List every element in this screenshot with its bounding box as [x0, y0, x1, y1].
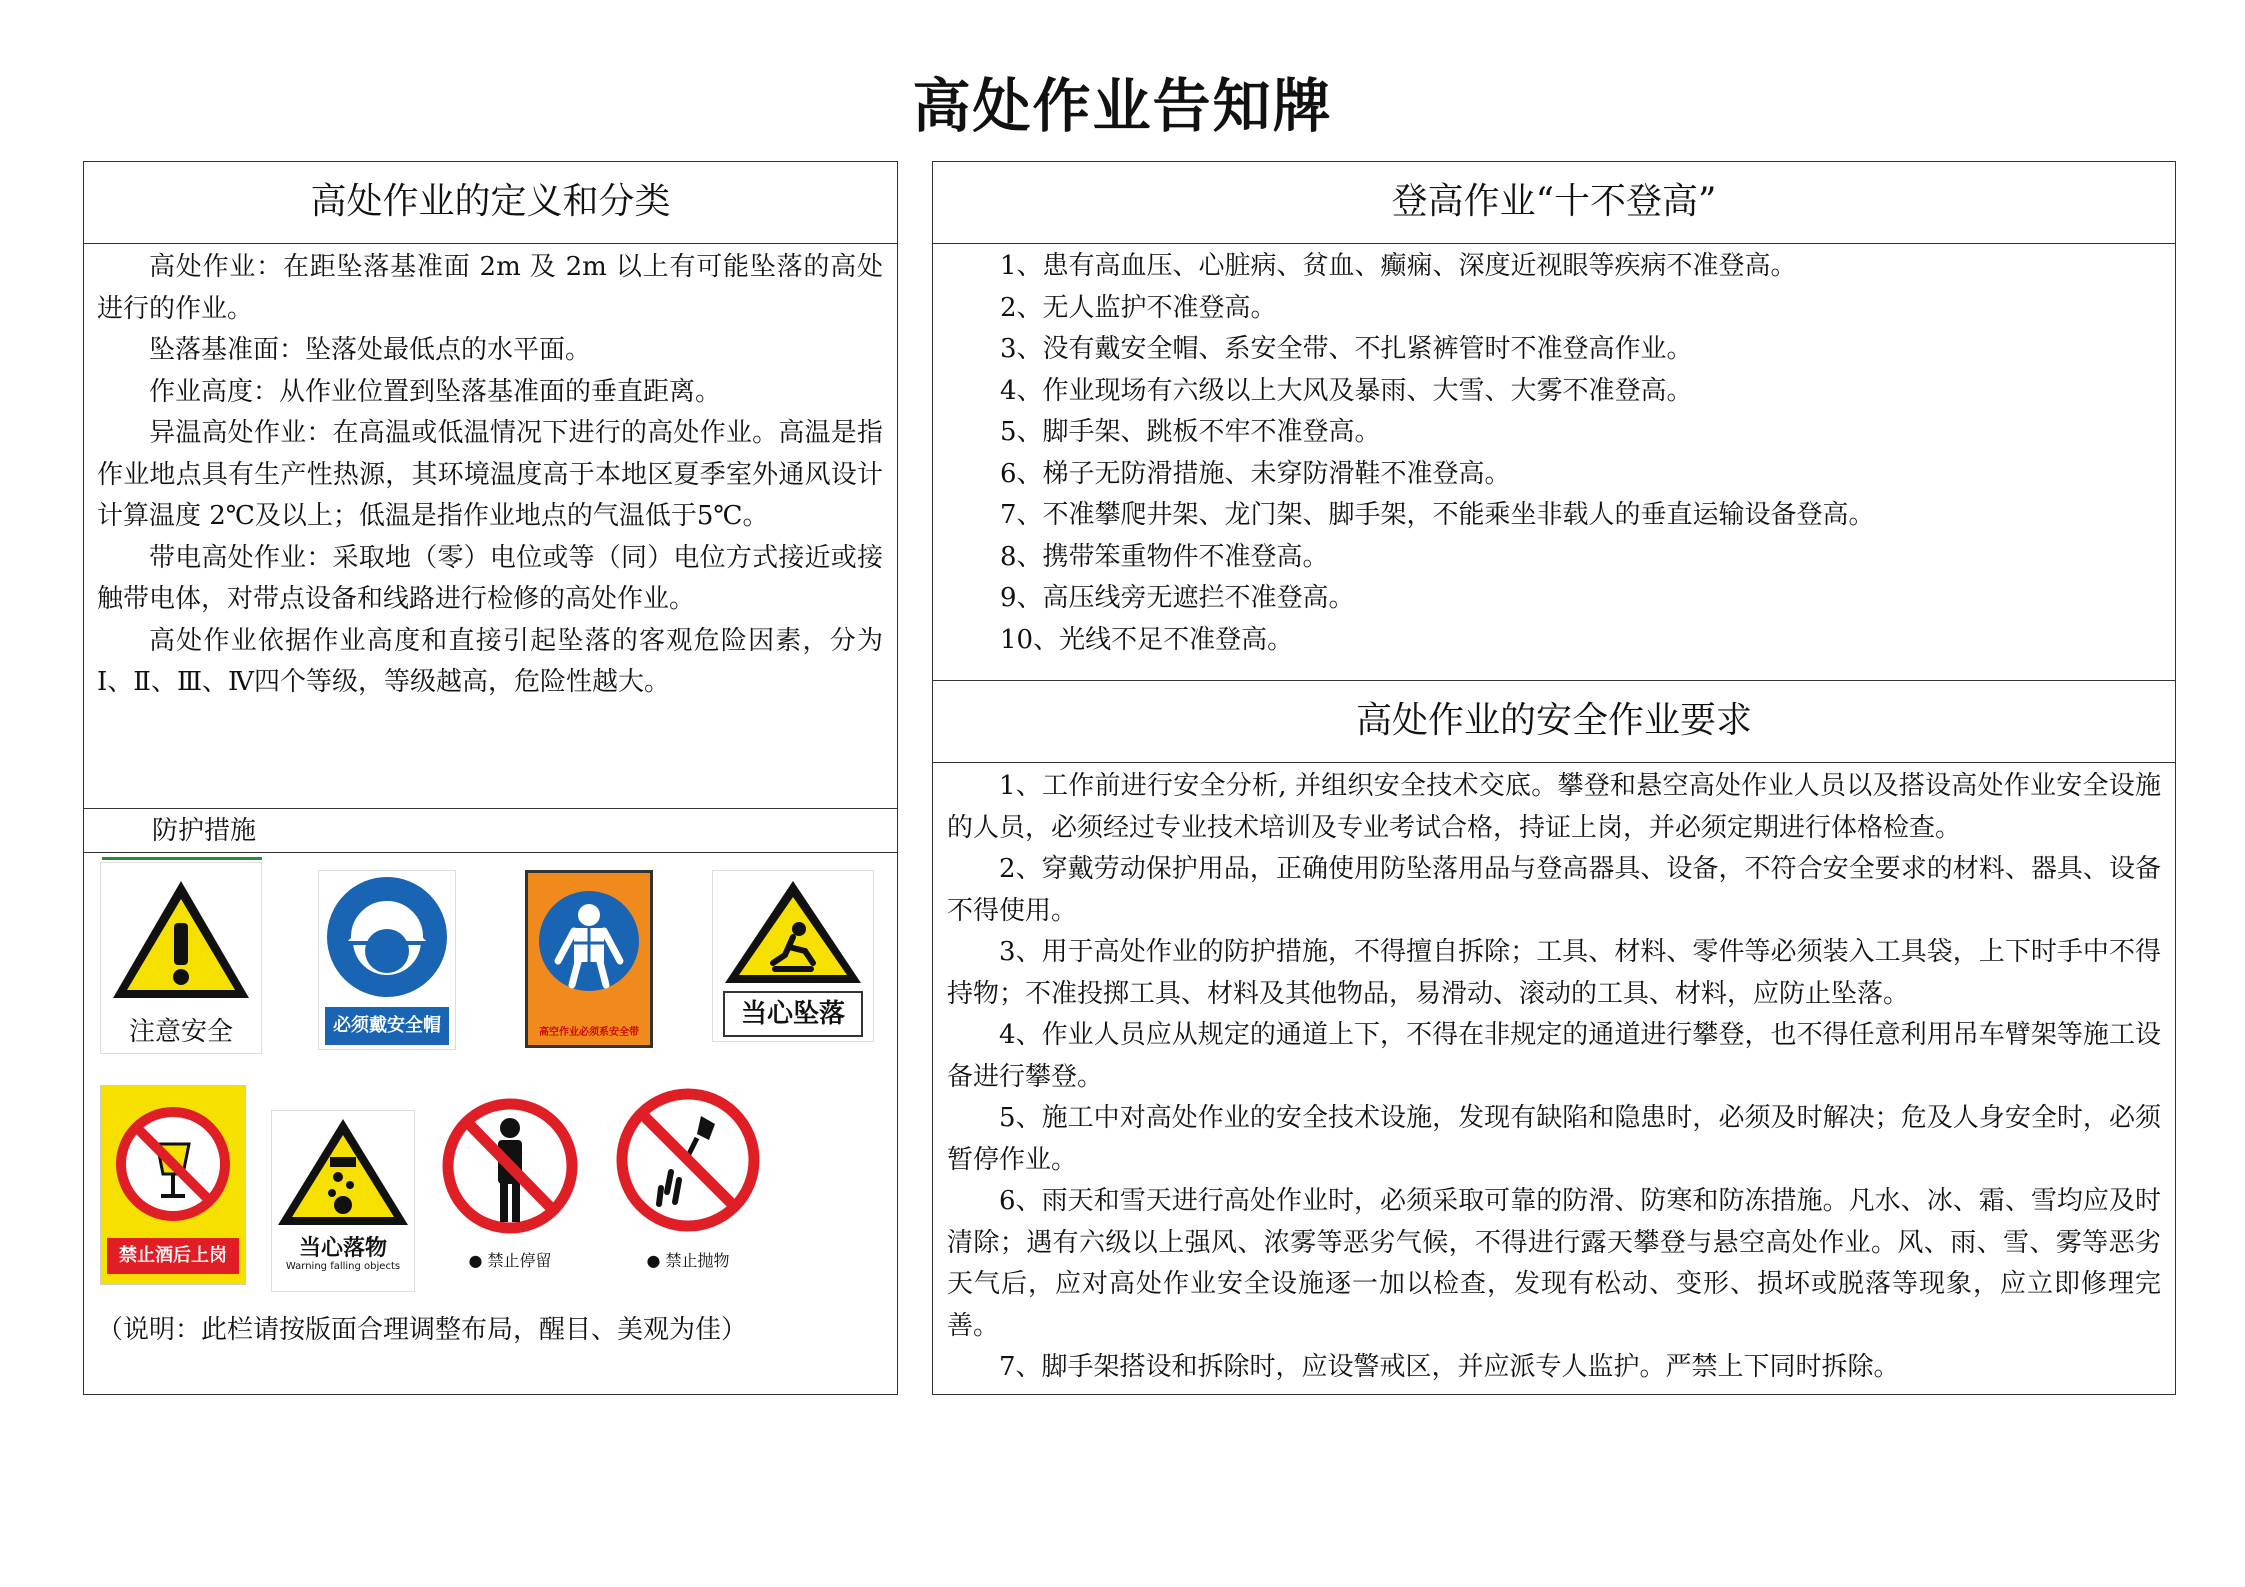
list-item: 3、用于高处作业的防护措施，不得擅自拆除；工具、材料、零件等必须装入工具袋，上下时手中不得持物；不准投掷工具、材料及其他物品，易滑动、滚动的工具、材料，应防止坠落。	[947, 937, 2161, 1009]
definition-paragraph: 带电高处作业：采取地（零）电位或等（同）电位方式接近或接触带电体，对带点设备和线路进行检修的高处作业。	[97, 542, 883, 614]
list-item: 10、光线不足不准登高。	[1000, 624, 1294, 655]
definition-paragraph: 高处作业依据作业高度和直接引起坠落的客观危险因素，分为Ⅰ、Ⅱ、Ⅲ、Ⅳ四个等级，等级越高，危险性越大。	[97, 625, 883, 697]
list-item: 6、梯子无防滑措施、未穿防滑鞋不准登高。	[1000, 458, 1511, 489]
list-item: 6、雨天和雪天进行高处作业时，必须采取可靠的防滑、防寒和防冻措施。凡水、冰、霜、雪均应及时清除；遇有六级以上强风、浓雾等恶劣气候，不得进行露天攀登与悬空高处作业。风、雨、雪、雾等恶劣天气后，应对高处作业安全设施逐一加以检查，发现有松动、变形、损坏或脱落等现象，应立即修理完善。	[947, 1186, 2161, 1341]
page-title: 高处作业告知牌	[912, 72, 1333, 140]
definition-paragraph: 高处作业：在距坠落基准面 2m 及 2m 以上有可能坠落的高处进行的作业。	[97, 252, 883, 324]
sign-caption: 禁止酒后上岗	[107, 1238, 239, 1274]
sign-caption: 当心落物	[298, 1236, 387, 1261]
no-staying-icon	[440, 1090, 580, 1240]
list-item: 1、工作前进行安全分析, 并组织安全技术交底。攀登和悬空高处作业人员以及搭设高处作业安全设施的人员，必须经过专业技术培训及专业考试合格，持证上岗，并必须定期进行体格检查。	[947, 771, 2161, 843]
left-heading-divider	[83, 243, 898, 244]
ten-rules-heading: 登高作业“十不登高”	[1391, 181, 1717, 222]
list-item: 2、穿戴劳动保护用品，正确使用防坠落用品与登高器具、设备，不符合安全要求的材料、器具、设备不得使用。	[947, 854, 2161, 926]
list-item: 2、无人监护不准登高。	[1000, 292, 1277, 323]
caution-triangle-icon	[101, 863, 261, 1013]
list-item: 5、脚手架、跳板不牢不准登高。	[1000, 417, 1381, 447]
definition-text	[97, 247, 883, 704]
sign-falling-objects	[271, 1110, 415, 1292]
sign-no-staying	[440, 1090, 580, 1280]
sign-caption: 注意安全	[128, 1017, 233, 1047]
sign-caption: 必须戴安全帽	[325, 1007, 449, 1045]
list-item: 7、脚手架搭设和拆除时，应设警戒区，并应派专人监护。严禁上下同时拆除。	[999, 1352, 1900, 1382]
layout-note: （说明：此栏请按版面合理调整布局，醒目、美观为佳）	[97, 1315, 748, 1345]
sign-no-throwing	[613, 1080, 763, 1285]
list-item: 8、携带笨重物件不准登高。	[1000, 541, 1329, 572]
list-item: 4、作业人员应从规定的通道上下，不得在非规定的通道进行攀登，也不得任意利用吊车臂架等施工设备进行攀登。	[947, 1020, 2161, 1092]
sign-harness	[525, 870, 653, 1048]
sign-caption-en: Warning falling objects	[285, 1261, 401, 1272]
helmet-icon	[319, 871, 455, 1007]
falling-objects-icon	[272, 1111, 414, 1229]
list-item: 1、患有高血压、心脏病、贫血、癫痫、深度近视眼等疾病不准登高。	[1000, 251, 1797, 281]
right-bottom-heading-divider	[932, 762, 2176, 763]
sign-caption: 高空作业必须系安全带	[539, 1027, 639, 1038]
list-item: 4、作业现场有六级以上大风及暴雨、大雪、大雾不准登高。	[1000, 375, 1693, 406]
sign-caution	[100, 862, 262, 1054]
no-throwing-icon	[613, 1080, 763, 1240]
sign-caption: ● 禁止抛物	[646, 1251, 730, 1270]
list-item: 9、高压线旁无遮拦不准登高。	[1000, 583, 1355, 613]
sign-falling	[712, 870, 874, 1042]
definition-paragraph: 作业高度：从作业位置到坠落基准面的垂直距离。	[149, 376, 722, 407]
list-item: 7、不准攀爬井架、龙门架、脚手架，不能乘坐非载人的垂直运输设备登高。	[1000, 500, 1875, 530]
list-item: 5、施工中对高处作业的安全技术设施，发现有缺陷和隐患时，必须及时解决；危及人身安全时，必须暂停作业。	[947, 1103, 2161, 1175]
right-heading-divider	[932, 243, 2176, 244]
fall-warning-icon	[713, 871, 873, 991]
sign-caption: ● 禁止停留	[468, 1251, 552, 1270]
definition-paragraph: 坠落基准面：坠落处最低点的水平面。	[149, 335, 592, 365]
sign-caption: 当心坠落	[723, 991, 863, 1037]
harness-icon	[528, 873, 650, 1013]
ten-rules-list	[1000, 246, 1875, 661]
list-item: 3、没有戴安全帽、系安全带、不扎紧裤管时不准登高作业。	[1000, 334, 1693, 364]
sign-no-alcohol	[100, 1085, 246, 1285]
safety-requirements-list	[947, 766, 2161, 1389]
left-section-heading: 高处作业的定义和分类	[310, 181, 671, 222]
measures-label: 防护措施	[152, 816, 257, 846]
safety-requirements-heading: 高处作业的安全作业要求	[1355, 700, 1752, 741]
sign-helmet	[318, 870, 456, 1050]
no-alcohol-icon	[101, 1086, 245, 1236]
measures-accent-line	[102, 857, 262, 860]
definition-paragraph: 异温高处作业：在高温或低温情况下进行的高处作业。高温是指作业地点具有生产性热源，其环境温度高于本地区夏季室外通风设计计算温度 2℃及以上；低温是指作业地点的气温低于5℃。	[97, 418, 883, 531]
